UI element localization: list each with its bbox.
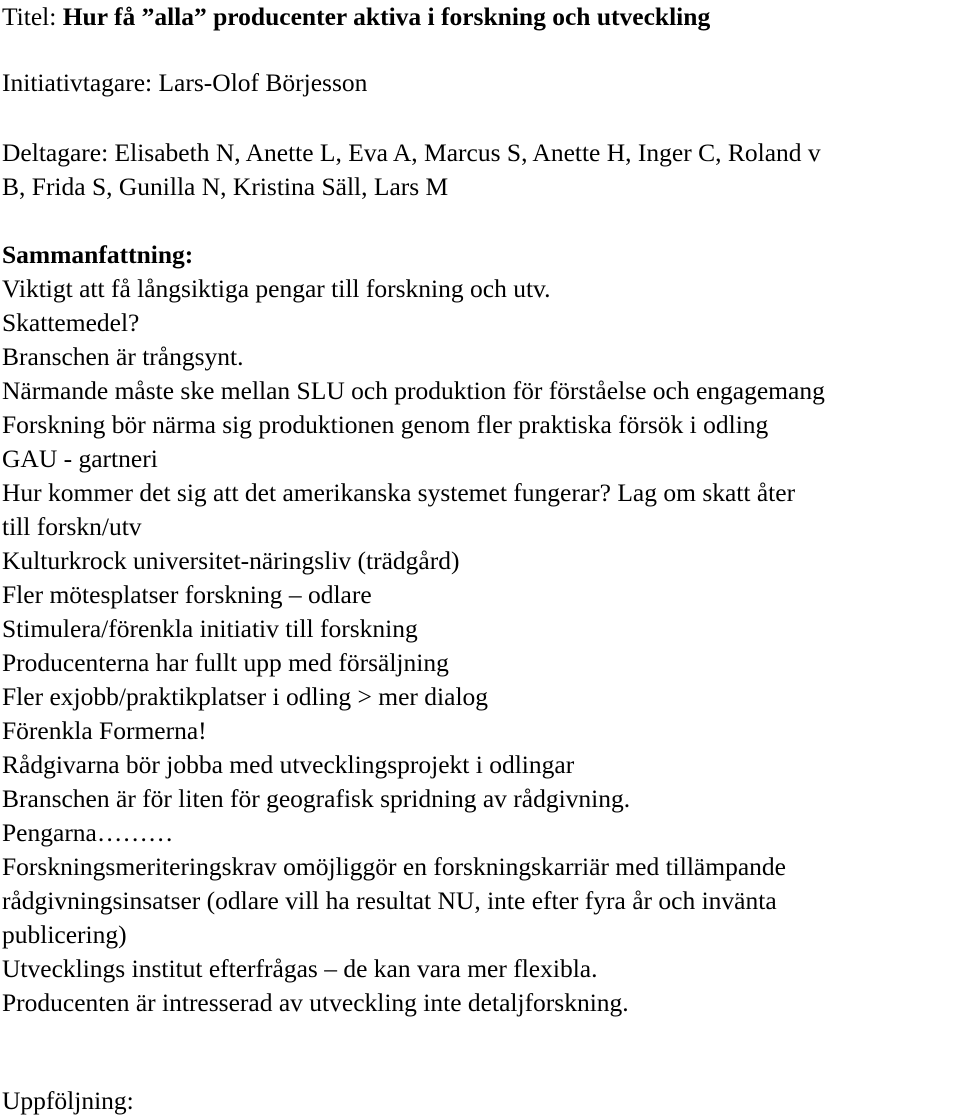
- summary-line: Utvecklings institut efterfrågas – de kan vara mer flexibla.: [2, 954, 598, 983]
- title-line: [2, 0, 958, 34]
- summary-line: Viktigt att få långsiktiga pengar till forskning och utv.: [2, 274, 551, 303]
- title-label: Titel:: [2, 2, 57, 31]
- page-title: Hur få ”alla” producenter aktiva i forskning och utveckling: [62, 2, 711, 31]
- participants-line: Deltagare: Elisabeth N, Anette L, Eva A, Marcus S, Anette H, Inger C, Roland v: [2, 138, 821, 167]
- participants-line: B, Frida S, Gunilla N, Kristina Säll, Lars M: [2, 172, 449, 201]
- summary-line: rådgivningsinsatser (odlare vill ha resultat NU, inte efter fyra år och invänta: [2, 886, 777, 915]
- summary-line: Rådgivarna bör jobba med utvecklingsprojekt i odlingar: [2, 750, 575, 779]
- summary-line: Förenkla Formerna!: [2, 716, 207, 745]
- summary-line: Forskningsmeriteringskrav omöjliggör en forskningskarriär med tillämpande: [2, 852, 786, 881]
- document: [2, 0, 958, 1118]
- followup-heading: Uppföljning:: [2, 1086, 134, 1115]
- summary-line: till forskn/utv: [2, 512, 142, 541]
- participants-block: [2, 136, 958, 204]
- summary-heading: Sammanfattning:: [2, 240, 194, 269]
- summary-line: Fler exjobb/praktikplatser i odling > mer dialog: [2, 682, 489, 711]
- summary-line: GAU - gartneri: [2, 444, 158, 473]
- summary-line: Fler mötesplatser forskning – odlare: [2, 580, 372, 609]
- summary-line: Forskning bör närma sig produktionen genom fler praktiska försök i odling: [2, 410, 769, 439]
- summary-line: publicering): [2, 920, 127, 949]
- summary-line: Pengarna………: [2, 818, 174, 847]
- summary-line: Kulturkrock universitet-näringsliv (trädgård): [2, 546, 460, 575]
- summary-line: Stimulera/förenkla initiativ till forskning: [2, 614, 418, 643]
- summary-list: [2, 272, 958, 1020]
- summary-line: Branschen är för liten för geografisk spridning av rådgivning.: [2, 784, 631, 813]
- summary-line: Hur kommer det sig att det amerikanska systemet fungerar? Lag om skatt åter: [2, 478, 796, 507]
- summary-line: Branschen är trångsynt.: [2, 342, 244, 371]
- summary-line: Närmande måste ske mellan SLU och produktion för förståelse och engagemang: [2, 376, 825, 405]
- summary-line: Skattemedel?: [2, 308, 140, 337]
- initiator-line: Initiativtagare: Lars-Olof Börjesson: [2, 68, 368, 97]
- summary-line: Producenterna har fullt upp med försäljning: [2, 648, 449, 677]
- summary-line: Producenten är intresserad av utveckling inte detaljforskning.: [2, 988, 629, 1017]
